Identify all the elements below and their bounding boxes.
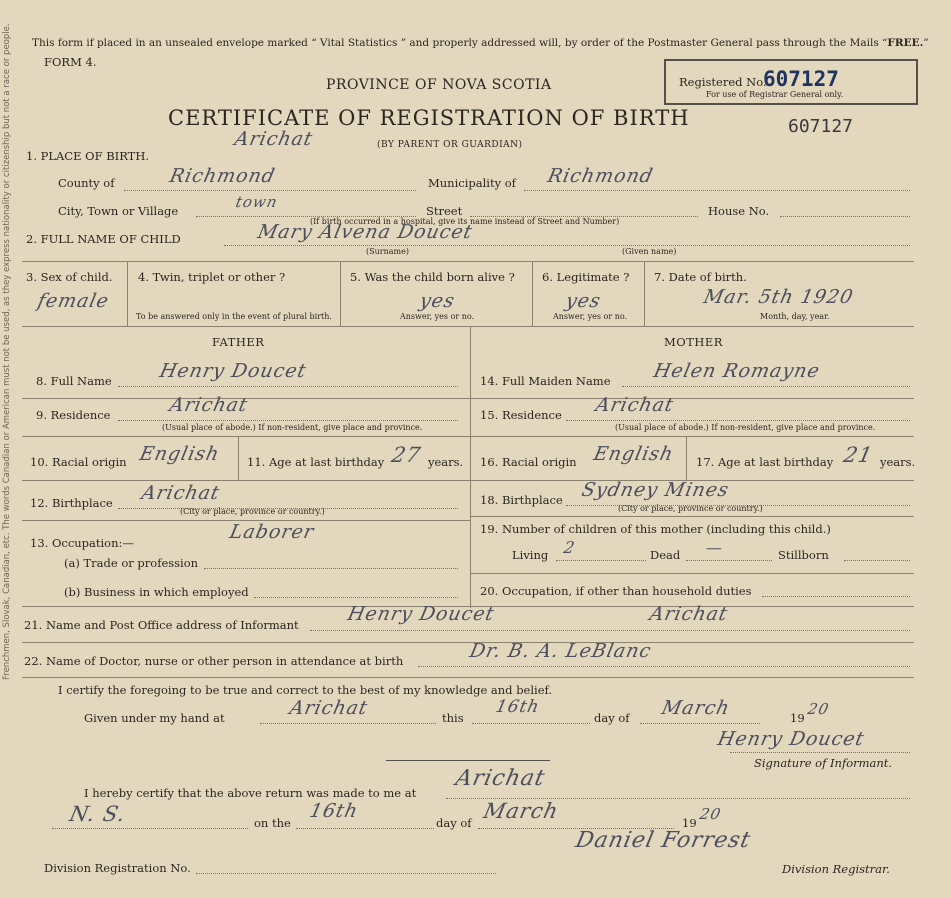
- registrar-day-of-label: day of: [436, 816, 472, 830]
- registrar-signature: Daniel Forrest: [573, 828, 754, 853]
- dob-value: Mar. 5th 1920: [701, 286, 856, 308]
- stamped-number: 607127: [788, 116, 854, 137]
- division-reg-label: Division Registration No.: [44, 861, 191, 875]
- father-birthplace-value: Arichat: [139, 482, 223, 504]
- certify-statement: I certify the foregoing to be true and correct to the best of my knowledge and belief.: [58, 683, 553, 697]
- born-alive-note: Answer, yes or no.: [400, 312, 475, 321]
- twin-note: To be answered only in the event of plural birth.: [136, 312, 332, 321]
- informant-signature-label: Signature of Informant.: [754, 756, 893, 770]
- registrar-statement: I hereby certify that the above return was made to me at: [84, 786, 417, 800]
- certify-this-label: this: [442, 711, 464, 725]
- registered-label: Registered No.: [679, 75, 767, 89]
- certify-year: 20: [806, 700, 832, 718]
- mother-race-value: English: [591, 443, 676, 465]
- mother-age-label: 17. Age at last birthday: [696, 455, 834, 469]
- doctor-label: 22. Name of Doctor, nurse or other person in attendance at birth: [24, 654, 404, 668]
- child-name-label: 2. FULL NAME OF CHILD: [26, 232, 181, 246]
- dead-label: Dead: [650, 548, 681, 562]
- postal-notice-free: FREE.: [887, 37, 924, 49]
- certificate-title: CERTIFICATE OF REGISTRATION OF BIRTH: [168, 106, 690, 130]
- mother-name-value: Helen Romayne: [651, 360, 823, 382]
- certify-place: Arichat: [287, 697, 371, 719]
- born-alive-value: yes: [417, 290, 458, 312]
- province-heading: PROVINCE OF NOVA SCOTIA: [326, 77, 552, 93]
- registrar-place-2: N. S.: [67, 802, 129, 826]
- father-name-label: 8. Full Name: [36, 374, 112, 388]
- city-label: City, Town or Village: [58, 204, 179, 218]
- certify-day-of-label: day of: [594, 711, 630, 725]
- stillborn-label: Stillborn: [778, 548, 829, 562]
- children-count-label: 19. Number of children of this mother (including this child.): [480, 522, 831, 536]
- father-name-value: Henry Doucet: [157, 360, 309, 382]
- given-under-label: Given under my hand at: [84, 711, 225, 725]
- registered-note: For use of Registrar General only.: [706, 90, 844, 99]
- certify-year-prefix: 19: [790, 711, 805, 725]
- certify-month: March: [659, 697, 733, 719]
- father-heading: FATHER: [212, 335, 265, 349]
- place-of-birth-value: Arichat: [232, 128, 316, 150]
- informant-name: Henry Doucet: [345, 603, 497, 625]
- business-label: (b) Business in which employed: [64, 585, 249, 599]
- hospital-note: (If birth occurred in a hospital, give its name instead of Street and Number): [310, 217, 620, 226]
- mother-birthplace-label: 18. Birthplace: [480, 493, 563, 507]
- sex-label: 3. Sex of child.: [26, 270, 113, 284]
- street-label: Street: [426, 204, 463, 218]
- registered-number: 607127: [763, 67, 839, 91]
- legitimate-value: yes: [563, 290, 604, 312]
- father-age-unit: years.: [428, 455, 464, 469]
- mother-residence-label: 15. Residence: [480, 408, 562, 422]
- county-value: Richmond: [167, 165, 278, 187]
- father-residence-note: (Usual place of abode.) If non-resident, give place and province.: [162, 423, 423, 432]
- father-occupation-label: 13. Occupation:—: [30, 536, 134, 550]
- certificate-subtitle: (BY PARENT OR GUARDIAN): [377, 140, 523, 150]
- born-alive-label: 5. Was the child born alive ?: [350, 270, 515, 284]
- surname-note: (Surname): [366, 247, 409, 256]
- mother-age-value: 21: [841, 443, 876, 467]
- registrar-place: Arichat: [453, 766, 548, 791]
- dead-value: —: [703, 538, 726, 557]
- registrar-year: 20: [698, 805, 724, 823]
- side-notice: Frenchmen, Slovak, Canadian, etc. The words Canadian or American must not be used, as they express nationality or citizenship but not a race or people.: [2, 23, 12, 680]
- informant-address: Arichat: [647, 603, 731, 625]
- father-occupation-value: Laborer: [227, 521, 317, 543]
- legitimate-note: Answer, yes or no.: [553, 312, 628, 321]
- registrar-year-prefix: 19: [682, 816, 697, 830]
- registrar-on-label: on the: [254, 816, 291, 830]
- father-age-label: 11. Age at last birthday: [247, 455, 385, 469]
- place-of-birth-label: 1. PLACE OF BIRTH.: [26, 149, 150, 163]
- mother-birthplace-value: Sydney Mines: [579, 479, 732, 501]
- sex-value: female: [35, 290, 112, 312]
- father-birthplace-label: 12. Birthplace: [30, 496, 113, 510]
- mother-name-label: 14. Full Maiden Name: [480, 374, 611, 388]
- dob-label: 7. Date of birth.: [654, 270, 747, 284]
- county-label: County of: [58, 176, 115, 190]
- certify-day: 16th: [493, 697, 542, 717]
- informant-signature: Henry Doucet: [715, 728, 867, 750]
- mother-heading: MOTHER: [664, 335, 723, 349]
- city-value: town: [234, 193, 280, 211]
- living-value: 2: [561, 538, 578, 557]
- twin-label: 4. Twin, triplet or other ?: [138, 270, 286, 284]
- municipality-label: Municipality of: [428, 176, 516, 190]
- municipality-value: Richmond: [545, 165, 656, 187]
- dob-note: Month, day, year.: [760, 312, 830, 321]
- legitimate-label: 6. Legitimate ?: [542, 270, 630, 284]
- father-race-label: 10. Racial origin: [30, 455, 127, 469]
- child-name-value: Mary Alvena Doucet: [255, 221, 475, 243]
- house-label: House No.: [708, 204, 770, 218]
- registrar-month: March: [481, 799, 561, 823]
- living-label: Living: [512, 548, 549, 562]
- postal-notice-text: This form if placed in an unsealed envelope marked “ Vital Statistics ” and properly addressed will, by order of the Postmaster General pass through the Mails “: [32, 37, 888, 49]
- mother-residence-value: Arichat: [593, 394, 677, 416]
- father-residence-value: Arichat: [167, 394, 251, 416]
- trade-label: (a) Trade or profession: [64, 556, 199, 570]
- father-residence-label: 9. Residence: [36, 408, 111, 422]
- mother-occupation-label: 20. Occupation, if other than household duties: [480, 584, 752, 598]
- form-number: FORM 4.: [44, 55, 97, 69]
- division-registrar-label: Division Registrar.: [782, 862, 890, 876]
- doctor-value: Dr. B. A. LeBlanc: [467, 640, 654, 662]
- father-birthplace-note: (City or place, province or country.): [180, 507, 325, 516]
- father-age-value: 27: [389, 443, 424, 467]
- given-name-note: (Given name): [622, 247, 677, 256]
- registered-box: [664, 59, 918, 105]
- mother-age-unit: years.: [880, 455, 916, 469]
- mother-race-label: 16. Racial origin: [480, 455, 577, 469]
- mother-birthplace-note: (City or place, province or country.): [618, 504, 763, 513]
- registrar-day: 16th: [307, 800, 361, 822]
- informant-label: 21. Name and Post Office address of Informant: [24, 618, 299, 632]
- postal-notice: [32, 37, 929, 49]
- mother-residence-note: (Usual place of abode.) If non-resident, give place and province.: [615, 423, 876, 432]
- father-race-value: English: [137, 443, 222, 465]
- postal-notice-end: ”: [923, 37, 929, 49]
